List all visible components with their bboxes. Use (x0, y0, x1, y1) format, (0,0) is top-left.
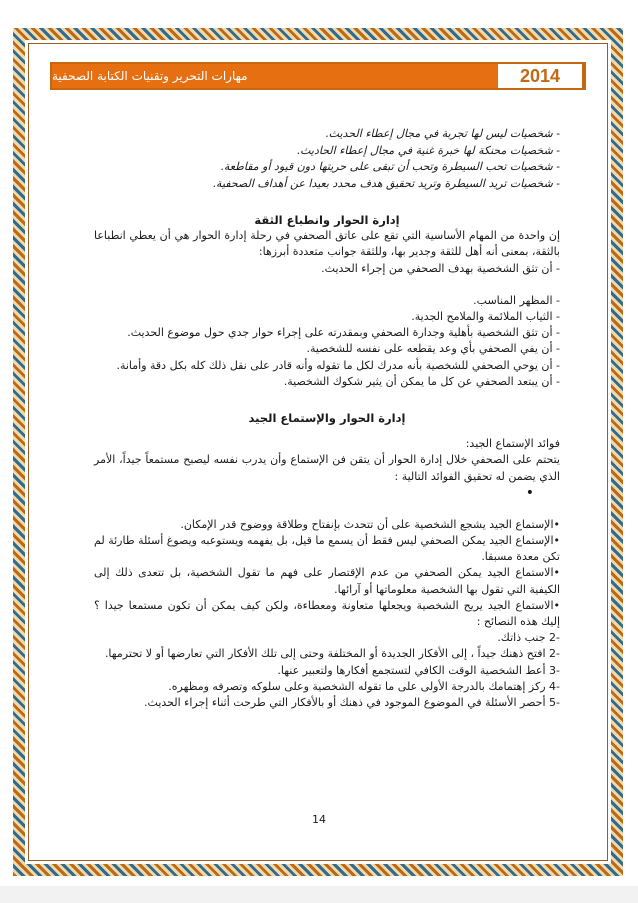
list-item: - الثياب الملائمة والملامح الجدية. (411, 310, 560, 324)
header-year: 2014 (498, 64, 584, 88)
page-bottom-band (0, 886, 638, 903)
list-item: - أن تثق الشخصية بأهلية وجدارة الصحفي وبمقدرته على إجراء حوار جدي حول موضوع الحديث. (127, 326, 560, 340)
benefit-item: •الإستماع الجيد يمكن الصحفي ليس فقط أن يسمع ما قيل، بل يفهمه ويستوعبه ويصوغ أسئلة طارئة لم تكن معدة مسبقا. (94, 534, 560, 564)
page-number: 14 (312, 813, 326, 826)
benefit-item: •الإستماع الجيد يشجع الشخصية على أن تتحدث بإنفتاح وطلاقة ووضوح قدر الإمكان. (180, 517, 560, 531)
italic-list-item: - شخصيات تحب السيطرة وتحب أن تبقى على حريتها دون قيود أو مقاطعة. (220, 160, 560, 173)
italic-list (94, 126, 560, 192)
benefit-item: •الاستماع الجيد يريح الشخصية ويجعلها متعاونة ومعطاءة، ولكن كيف يمكن أن تكون مستمعا جيدا ؟ إليك هذه النصائح : (94, 598, 560, 629)
section-title-trust: إدارة الحوار وانطباع الثقة (254, 213, 400, 227)
italic-list-item: - شخصيات ليس لها تجربة في مجال إعطاء الحديث. (325, 127, 560, 140)
list-item: - أن يفي الصحفي بأي وعد يقطعه على نفسه للشخصية. (306, 342, 560, 356)
tip-item: -2 جنب ذاتك. (497, 631, 560, 645)
benefit-item: •الاستماع الجيد يمكن الصحفي من عدم الإقتصار على فهم ما تقول الشخصية، بل تتعدى ذلك إلى الكيفية التي تقول بها الشخصية معلوماتها أو آرائها. (94, 566, 560, 596)
list-item: - أن يبتعد الصحفي عن كل ما يمكن أن يثير شكوك الشخصية. (283, 374, 560, 388)
header-title: مهارات التحرير وتقنيات الكتابة الصحفية (52, 64, 498, 88)
list-item: - أن تثق الشخصية بهدف الصحفي من إجراء الحديث. (321, 261, 560, 275)
tip-item: -3 أعط الشخصية الوقت الكافي لتستجمع أفكارها ولتعبير عنها. (277, 663, 560, 677)
section-lead: فوائد الإستماع الجيد: (465, 437, 560, 451)
section-intro-listening: يتحتم على الصحفي خلال إدارة الحوار أن يتقن فن الإستماع وأن يدرب نفسه ليصبح مستمعاً جيداً، الأمر الذي يضمن له تحقيق الفوائد التالية : (94, 453, 560, 483)
list-item: - المظهر المناسب. (473, 293, 560, 307)
tip-item: -5 أحصر الأسئلة في الموضوع الموجود في ذهنك أو بالأفكار التي طرحت أثناء إجراء الحديث. (144, 696, 560, 710)
tip-item: -4 ركز إهتمامك بالدرجة الأولى على ما تقوله الشخصية وعلى سلوكه وتصرفه ومظهره. (168, 679, 560, 693)
section-title-listening: إدارة الحوار والإستماع الجيد (248, 411, 406, 426)
tip-item: -2 افتح ذهنك جيداً ، إلى الأفكار الجديدة أو المختلفة وحتى إلى تلك الأفكار التي تعارضها أو لا تحترمها. (104, 647, 560, 661)
section-intro-trust: إن واحدة من المهام الأساسية التي تقع على عاتق الصحفي في رحلة إدارة الحوار هي أن يعطي انطباعا بالثقة، بمعنى أنه أهل للثقة وجدير بها، وللثقة جوانب متعددة أبرزها: (94, 229, 560, 259)
page-header (50, 62, 586, 90)
italic-list-item: - شخصيات تريد السيطرة وتريد تحقيق هدف محدد بعيدا عن أهداف الصحفية. (212, 176, 560, 190)
list-item: - أن يوحي الصحفي للشخصية بأنه مدرك لكل ما تقوله وأنه قادر على نقل ذلك كله بكل دقة وأمانة. (116, 358, 560, 372)
italic-list-item: - شخصيات محنكة لها خبرة غنية في مجال إعطاء الحاديث. (296, 143, 560, 157)
page-content (94, 126, 560, 711)
bullet-mark: • (525, 484, 534, 501)
